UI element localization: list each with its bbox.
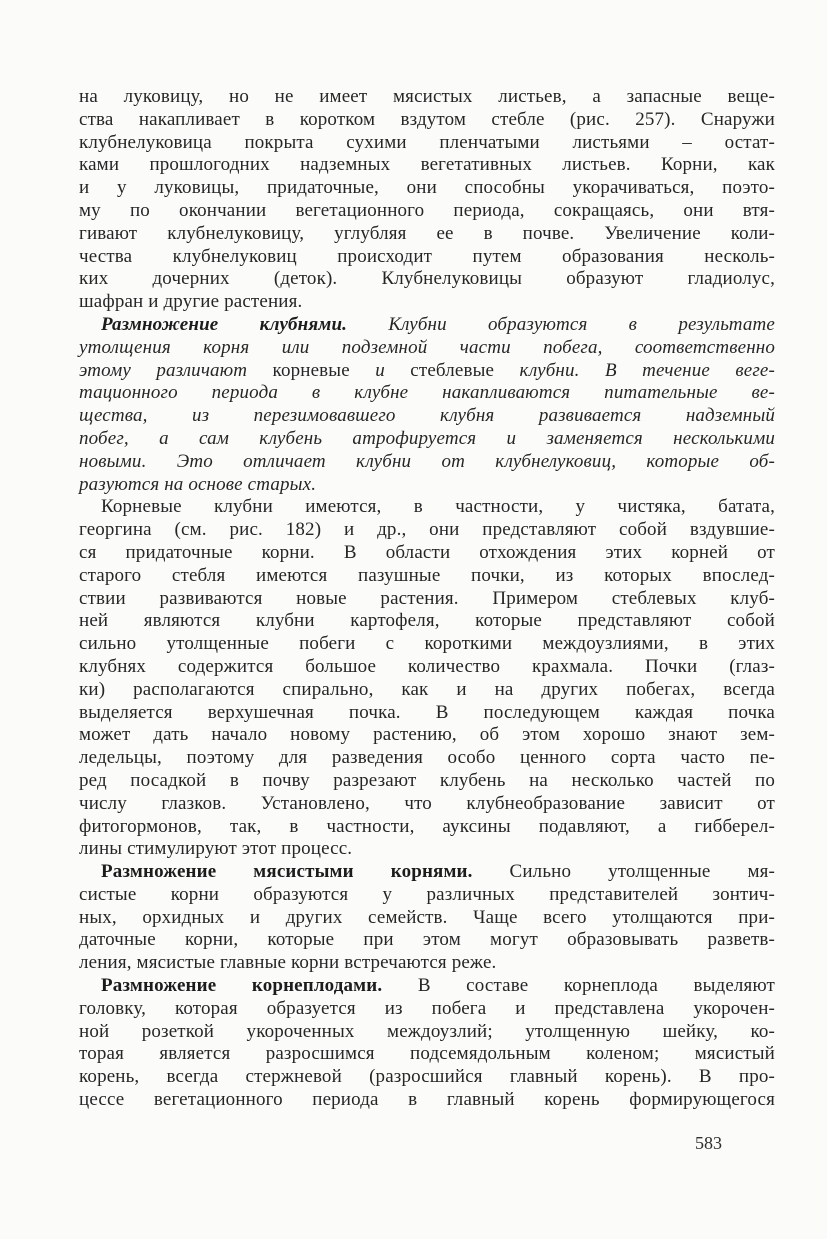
text-line: ками прошлогодних надземных вегетативных листьев. Корни, как (79, 154, 775, 176)
paragraph (79, 86, 775, 314)
text-line: тационного периода в клубне накапливаются питательные ве- (79, 382, 775, 404)
text-line: новыми. Это отличает клубни от клубнелуковиц, которые об- (79, 450, 775, 472)
text-line: шафран и другие растения. (79, 291, 303, 313)
text-line: Размножение клубнями. Клубни образуются в результате (101, 313, 775, 335)
text-line: ледельцы, поэтому для разведения особо ценного сорта часто пе- (79, 747, 775, 769)
text-line: Размножение корнеплодами. В составе корнеплода выделяют (101, 975, 775, 997)
text-line: ства накапливает в коротком вздутом стебле (рис. 257). Снаружи (79, 108, 775, 130)
text-line: ся придаточные корни. В области отхождения этих корней от (79, 541, 775, 563)
text-block (79, 86, 775, 1112)
text-line: ких дочерних (деток). Клубнелуковицы образуют гладиолус, (79, 268, 775, 290)
text-line: гивают клубнелуковицу, углубляя ее в почве. Увеличение коли- (79, 222, 775, 244)
text-line: ления, мясистые главные корни встречаются реже. (79, 952, 497, 974)
text-line: сильно утолщенные побеги с короткими междоузлиями, в этих (79, 633, 775, 655)
text-line: ной розеткой укороченных междоузлий; утолщенную шейку, ко- (79, 1020, 775, 1042)
text-line: ней являются клубни картофеля, которые представляют собой (79, 610, 775, 632)
text-line: на луковицу, но не имеет мясистых листьев, а запасные веще- (79, 86, 775, 107)
text-line: и у луковицы, придаточные, они способны укорачиваться, поэто- (79, 177, 775, 199)
text-line: утолщения корня или подземной части побега, соответственно (79, 336, 775, 358)
text-line: головку, которая образуется из побега и представлена укорочен- (79, 997, 775, 1019)
text-line: лины стимулируют этот процесс. (79, 838, 353, 860)
text-line: клубнях содержится большое количество крахмала. Почки (глаз- (79, 655, 775, 677)
text-line: клубнелуковица покрыта сухими пленчатыми листьями – остат- (79, 131, 775, 153)
text-line: систые корни образуются у различных представителей зонтич- (79, 883, 775, 905)
paragraph (79, 861, 775, 975)
text-line: щества, из перезимовавшего клубня развивается надземный (79, 405, 775, 427)
text-line: георгина (см. рис. 182) и др., они представляют собой вздувшие- (79, 519, 775, 541)
page-number: 583 (695, 1133, 722, 1153)
text-line: му по окончании вегетационного периода, сокращаясь, они втя- (79, 199, 775, 221)
text-line: ствии развиваются новые растения. Примером стеблевых клуб- (79, 587, 775, 609)
text-line: Размножение мясистыми корнями. Сильно утолщенные мя- (101, 861, 775, 883)
text-line: фитогормонов, так, в частности, ауксины подавляют, а гибберел- (79, 815, 775, 837)
text-line: цессе вегетационного периода в главный корень формирующегося (79, 1089, 775, 1111)
text-line: торая является разросшимся подсемядольным коленом; мясистый (79, 1043, 775, 1065)
text-line: чества клубнелуковиц происходит путем образования несколь- (79, 245, 775, 267)
paragraph (79, 975, 775, 1112)
text-line: этому различают корневые и стеблевые клубни. В течение веге- (79, 359, 775, 381)
text-line: даточные корни, которые при этом могут образовывать разветв- (79, 929, 775, 951)
text-line: старого стебля имеются пазушные почки, из которых впослед- (79, 564, 775, 586)
text-line: выделяется верхушечная почка. В последующем каждая почка (79, 701, 775, 723)
paragraph (79, 314, 775, 496)
paragraph (79, 496, 775, 861)
text-line: корень, всегда стержневой (разросшийся главный корень). В про- (79, 1066, 775, 1088)
text-line: разуются на основе старых. (79, 473, 317, 495)
text-line: ных, орхидных и других семейств. Чаще всего утолщаются при- (79, 906, 775, 928)
text-line: побег, а сам клубень атрофируется и заменяется несколькими (79, 427, 775, 449)
text-line: Корневые клубни имеются, в частности, у чистяка, батата, (101, 496, 775, 518)
text-line: ки) располагаются спирально, как и на других побегах, всегда (79, 678, 775, 700)
text-line: может дать начало новому растению, об этом хорошо знают зем- (79, 724, 775, 746)
text-line: числу глазков. Установлено, что клубнеобразование зависит от (79, 792, 775, 814)
text-line: ред посадкой в почву разрезают клубень на несколько частей по (79, 769, 775, 791)
